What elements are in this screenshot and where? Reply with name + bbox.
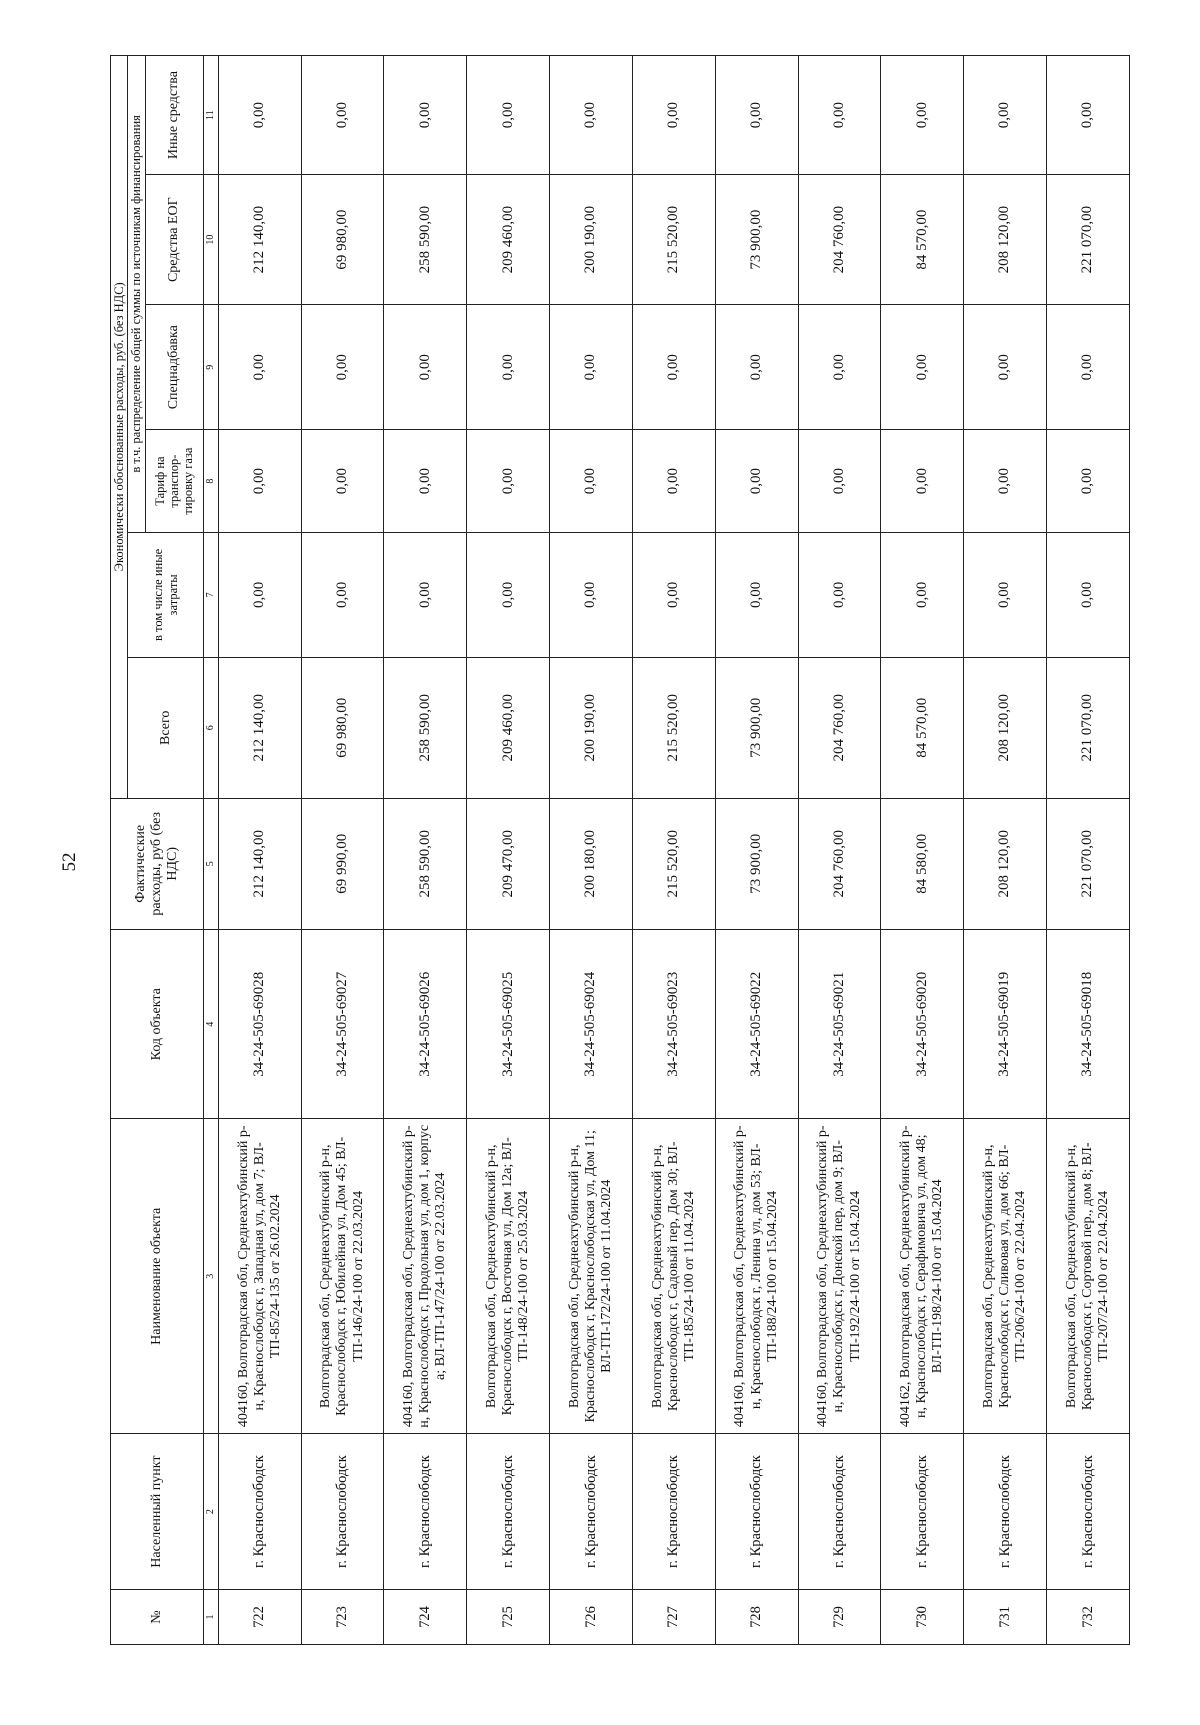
row-settlement: г. Краснослободск (218, 1434, 301, 1590)
table-row (632, 56, 715, 1645)
row-eog-funds: 215 520,00 (632, 175, 715, 305)
row-object-name: Волгоградская обл, Среднеахтубинский р-н, Краснослободск г, Краснослободская ул, Дом 11; ВЛ-ТП-172/24-100 от 11.04.2024 (550, 1119, 633, 1434)
row-number: 727 (632, 1590, 715, 1645)
row-total: 73 900,00 (715, 658, 798, 799)
row-object-code: 34-24-505-69027 (301, 929, 384, 1118)
row-surcharge: 0,00 (467, 305, 550, 430)
row-other-costs: 0,00 (218, 532, 301, 657)
col-number: 10 (203, 175, 218, 305)
row-other-funds: 0,00 (218, 56, 301, 175)
row-surcharge: 0,00 (1047, 305, 1130, 430)
col-number: 7 (203, 532, 218, 657)
header-object-name: Наименование объекта (111, 1119, 204, 1434)
col-number: 2 (203, 1434, 218, 1590)
row-object-code: 34-24-505-69018 (1047, 929, 1130, 1118)
row-actual-costs: 69 990,00 (301, 798, 384, 929)
row-total: 209 460,00 (467, 658, 550, 799)
row-number: 732 (1047, 1590, 1130, 1645)
table-row (798, 56, 881, 1645)
table-row (964, 56, 1047, 1645)
row-total: 208 120,00 (964, 658, 1047, 799)
row-total: 221 070,00 (1047, 658, 1130, 799)
row-tariff: 0,00 (218, 430, 301, 532)
header-object-code: Код объекта (111, 929, 204, 1118)
table-row (715, 56, 798, 1645)
row-other-funds: 0,00 (1047, 56, 1130, 175)
row-object-name: Волгоградская обл, Среднеахтубинский р-н, Краснослободск г, Садовый пер, Дом 30; ВЛ-ТП-185/24-100 от 11.04.2024 (632, 1119, 715, 1434)
row-object-name: 404160, Волгоградская обл, Среднеахтубинский р-н, Краснослободск г, Продольная ул, дом 1, корпус а; ВЛ-ТП-147/24-100 от 22.03.2024 (384, 1119, 467, 1434)
row-tariff: 0,00 (384, 430, 467, 532)
row-tariff: 0,00 (550, 430, 633, 532)
row-eog-funds: 221 070,00 (1047, 175, 1130, 305)
row-surcharge: 0,00 (715, 305, 798, 430)
row-other-funds: 0,00 (632, 56, 715, 175)
col-number: 8 (203, 430, 218, 532)
row-surcharge: 0,00 (798, 305, 881, 430)
row-object-name: Волгоградская обл, Среднеахтубинский р-н, Краснослободск г, Юбилейная ул, Дом 45; ВЛ-ТП-146/24-100 от 22.03.2024 (301, 1119, 384, 1434)
row-eog-funds: 73 900,00 (715, 175, 798, 305)
row-other-funds: 0,00 (881, 56, 964, 175)
col-number: 11 (203, 56, 218, 175)
row-actual-costs: 204 760,00 (798, 798, 881, 929)
row-object-code: 34-24-505-69024 (550, 929, 633, 1118)
row-tariff: 0,00 (798, 430, 881, 532)
row-number: 724 (384, 1590, 467, 1645)
row-settlement: г. Краснослободск (715, 1434, 798, 1590)
row-other-funds: 0,00 (798, 56, 881, 175)
row-tariff: 0,00 (1047, 430, 1130, 532)
row-actual-costs: 200 180,00 (550, 798, 633, 929)
col-number: 1 (203, 1590, 218, 1645)
row-tariff: 0,00 (467, 430, 550, 532)
header-settlement: Населенный пункт (111, 1434, 204, 1590)
row-object-code: 34-24-505-69026 (384, 929, 467, 1118)
header-eog-funds: Средства ЕОГ (145, 175, 203, 305)
row-other-funds: 0,00 (964, 56, 1047, 175)
row-number: 729 (798, 1590, 881, 1645)
row-tariff: 0,00 (964, 430, 1047, 532)
table-row (550, 56, 633, 1645)
row-settlement: г. Краснослободск (384, 1434, 467, 1590)
row-eog-funds: 212 140,00 (218, 175, 301, 305)
row-total: 200 190,00 (550, 658, 633, 799)
header-actual-costs: Фактические расходы, руб (без НДС) (111, 798, 204, 929)
col-number: 3 (203, 1119, 218, 1434)
row-tariff: 0,00 (632, 430, 715, 532)
row-other-costs: 0,00 (301, 532, 384, 657)
row-object-code: 34-24-505-69022 (715, 929, 798, 1118)
col-number: 5 (203, 798, 218, 929)
row-object-code: 34-24-505-69020 (881, 929, 964, 1118)
row-actual-costs: 209 470,00 (467, 798, 550, 929)
row-object-name: 404162, Волгоградская обл, Среднеахтубинский р-н, Краснослободск г, Серафимовича ул, дом 48; ВЛ-ТП-198/24-100 от 15.04.2024 (881, 1119, 964, 1434)
header-econ-group: Экономически обоснованные расходы, руб. (без НДС) (111, 56, 128, 799)
row-settlement: г. Краснослободск (881, 1434, 964, 1590)
table-row (467, 56, 550, 1645)
col-number: 6 (203, 658, 218, 799)
row-eog-funds: 204 760,00 (798, 175, 881, 305)
row-settlement: г. Краснослободск (301, 1434, 384, 1590)
header-distribution-group: в т.ч. распределение общей суммы по источникам финансирования (128, 56, 145, 533)
row-other-costs: 0,00 (1047, 532, 1130, 657)
row-surcharge: 0,00 (881, 305, 964, 430)
row-other-funds: 0,00 (384, 56, 467, 175)
row-settlement: г. Краснослободск (467, 1434, 550, 1590)
header-other-funds: Иные средства (145, 56, 203, 175)
row-settlement: г. Краснослободск (632, 1434, 715, 1590)
row-surcharge: 0,00 (301, 305, 384, 430)
header-other-costs: в том числе иные затраты (128, 532, 203, 657)
col-number: 4 (203, 929, 218, 1118)
row-other-costs: 0,00 (632, 532, 715, 657)
row-other-costs: 0,00 (467, 532, 550, 657)
row-eog-funds: 200 190,00 (550, 175, 633, 305)
cost-table (110, 55, 1130, 1645)
row-other-funds: 0,00 (715, 56, 798, 175)
row-surcharge: 0,00 (550, 305, 633, 430)
row-other-costs: 0,00 (964, 532, 1047, 657)
row-eog-funds: 209 460,00 (467, 175, 550, 305)
row-eog-funds: 84 570,00 (881, 175, 964, 305)
row-settlement: г. Краснослободск (798, 1434, 881, 1590)
row-tariff: 0,00 (301, 430, 384, 532)
table-row (1047, 56, 1130, 1645)
table-body (218, 56, 1129, 1645)
row-other-costs: 0,00 (550, 532, 633, 657)
row-eog-funds: 69 980,00 (301, 175, 384, 305)
row-object-name: 404160, Волгоградская обл, Среднеахтубинский р-н, Краснослободск г, Ленина ул, дом 53; ВЛ-ТП-188/24-100 от 15.04.2024 (715, 1119, 798, 1434)
row-eog-funds: 258 590,00 (384, 175, 467, 305)
table-row (301, 56, 384, 1645)
row-actual-costs: 208 120,00 (964, 798, 1047, 929)
row-other-costs: 0,00 (881, 532, 964, 657)
row-number: 726 (550, 1590, 633, 1645)
row-number: 723 (301, 1590, 384, 1645)
row-object-name: Волгоградская обл, Среднеахтубинский р-н, Краснослободск г, Сортовой пер., дом 8; ВЛ-ТП-207/24-100 от 22.04.2024 (1047, 1119, 1130, 1434)
row-object-code: 34-24-505-69028 (218, 929, 301, 1118)
row-other-costs: 0,00 (798, 532, 881, 657)
row-surcharge: 0,00 (384, 305, 467, 430)
row-object-name: 404160, Волгоградская обл, Среднеахтубинский р-н, Краснослободск г, Донской пер, дом 9; ВЛ-ТП-192/24-100 от 15.04.2024 (798, 1119, 881, 1434)
row-settlement: г. Краснослободск (550, 1434, 633, 1590)
table-row (218, 56, 301, 1645)
row-other-funds: 0,00 (550, 56, 633, 175)
row-actual-costs: 73 900,00 (715, 798, 798, 929)
row-total: 258 590,00 (384, 658, 467, 799)
row-settlement: г. Краснослободск (1047, 1434, 1130, 1590)
row-number: 731 (964, 1590, 1047, 1645)
page-number: 52 (59, 852, 80, 872)
row-other-costs: 0,00 (384, 532, 467, 657)
header-tariff: Тариф на транспор-тировку газа (145, 430, 203, 532)
header-num: № (111, 1590, 204, 1645)
row-actual-costs: 212 140,00 (218, 798, 301, 929)
row-object-name: Волгоградская обл, Среднеахтубинский р-н, Краснослободск г, Сливовая ул, дом 66; ВЛ-ТП-206/24-100 от 22.04.2024 (964, 1119, 1047, 1434)
row-actual-costs: 84 580,00 (881, 798, 964, 929)
row-number: 728 (715, 1590, 798, 1645)
row-actual-costs: 221 070,00 (1047, 798, 1130, 929)
row-number: 730 (881, 1590, 964, 1645)
row-object-code: 34-24-505-69025 (467, 929, 550, 1118)
row-tariff: 0,00 (715, 430, 798, 532)
table-row (881, 56, 964, 1645)
row-total: 215 520,00 (632, 658, 715, 799)
row-settlement: г. Краснослободск (964, 1434, 1047, 1590)
row-total: 69 980,00 (301, 658, 384, 799)
row-tariff: 0,00 (881, 430, 964, 532)
row-surcharge: 0,00 (632, 305, 715, 430)
row-surcharge: 0,00 (218, 305, 301, 430)
row-total: 84 570,00 (881, 658, 964, 799)
row-actual-costs: 215 520,00 (632, 798, 715, 929)
row-other-funds: 0,00 (301, 56, 384, 175)
row-object-code: 34-24-505-69023 (632, 929, 715, 1118)
row-object-code: 34-24-505-69021 (798, 929, 881, 1118)
row-actual-costs: 258 590,00 (384, 798, 467, 929)
row-object-code: 34-24-505-69019 (964, 929, 1047, 1118)
row-object-name: Волгоградская обл, Среднеахтубинский р-н, Краснослободск г, Восточная ул, Дом 12а; ВЛ-ТП-148/24-100 от 25.03.2024 (467, 1119, 550, 1434)
col-number: 9 (203, 305, 218, 430)
header-total: Всего (128, 658, 203, 799)
row-number: 725 (467, 1590, 550, 1645)
cost-table-sheet (110, 55, 1130, 1645)
row-total: 204 760,00 (798, 658, 881, 799)
row-other-costs: 0,00 (715, 532, 798, 657)
row-object-name: 404160, Волгоградская обл, Среднеахтубинский р-н, Краснослободск г, Западная ул, дом 7; ВЛ-ТП-85/24-135 от 26.02.2024 (218, 1119, 301, 1434)
table-row (384, 56, 467, 1645)
row-surcharge: 0,00 (964, 305, 1047, 430)
header-surcharge: Спецнадбавка (145, 305, 203, 430)
row-eog-funds: 208 120,00 (964, 175, 1047, 305)
row-other-funds: 0,00 (467, 56, 550, 175)
row-total: 212 140,00 (218, 658, 301, 799)
row-number: 722 (218, 1590, 301, 1645)
